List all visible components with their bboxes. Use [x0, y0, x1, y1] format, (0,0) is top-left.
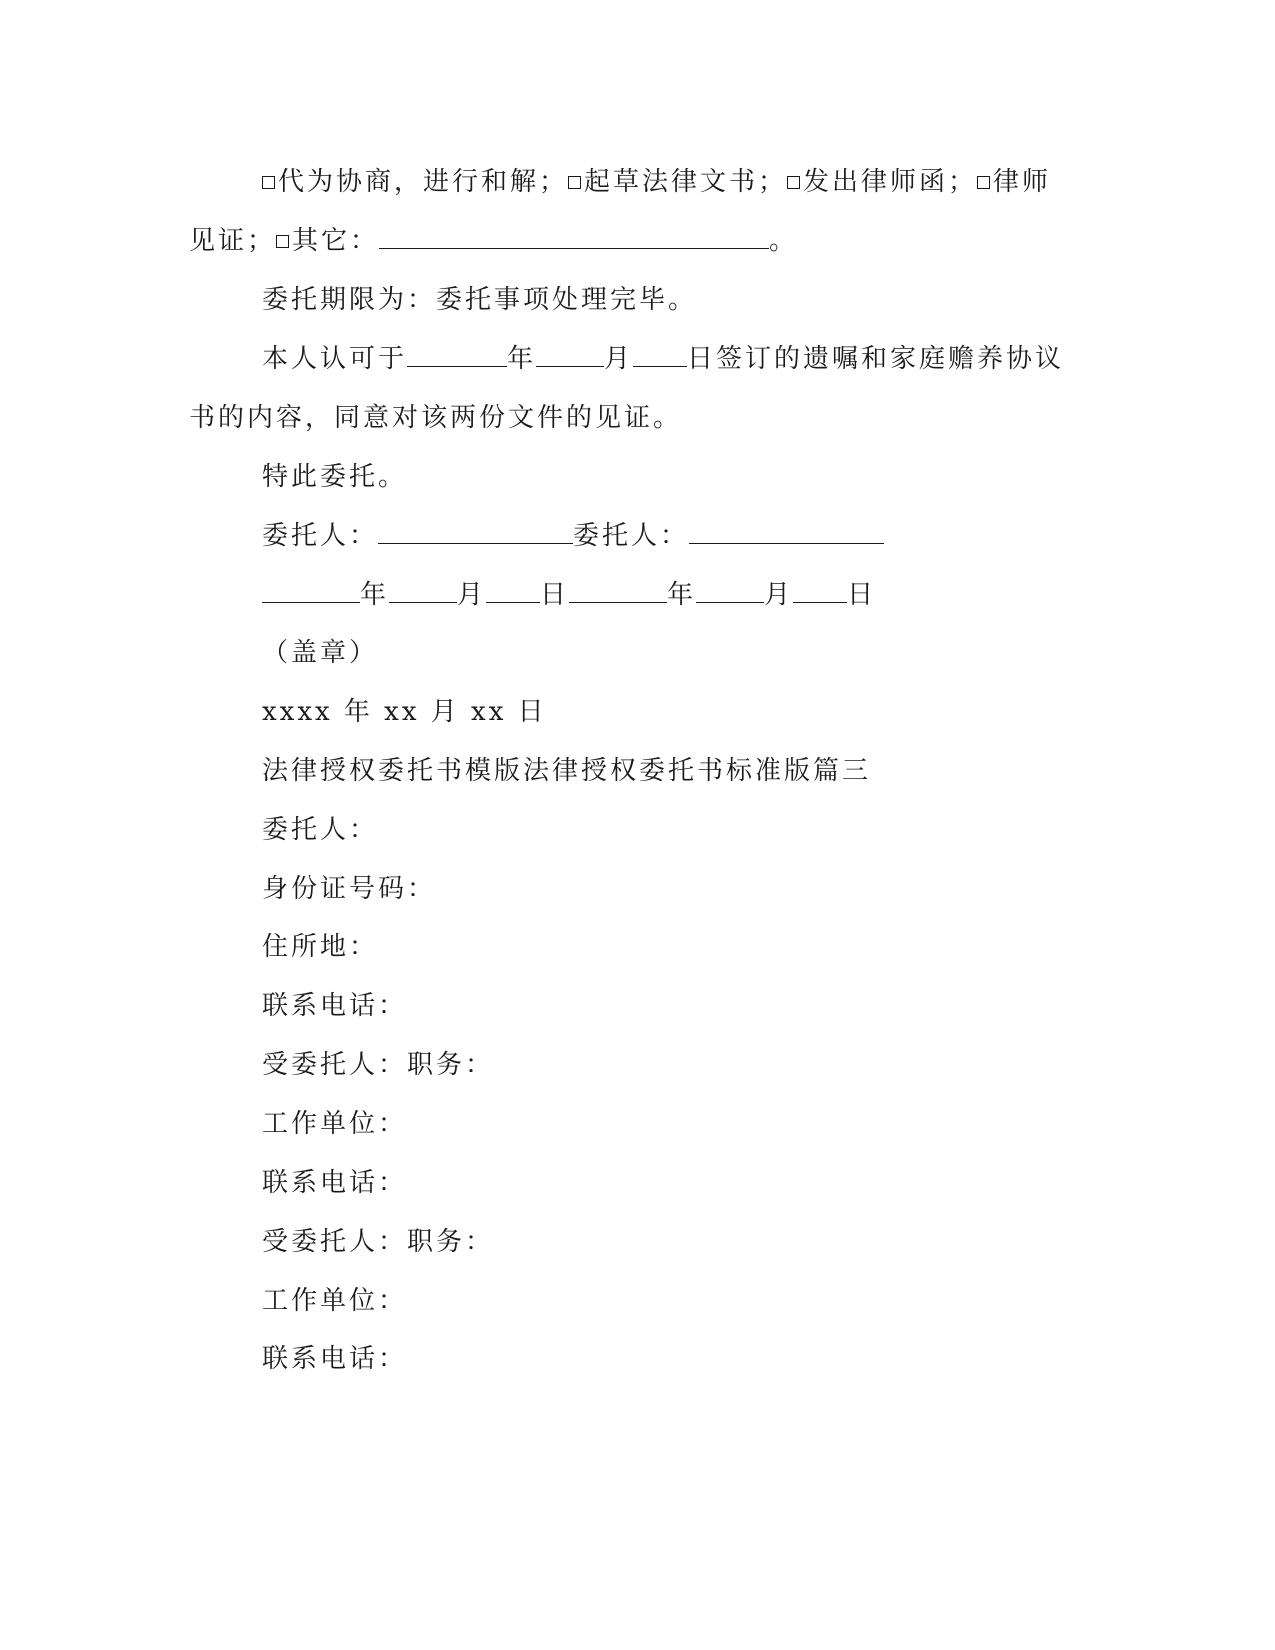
ack-year-label: 年	[507, 344, 537, 374]
option-lawyer-letter-label: 发出律师函；	[803, 167, 978, 197]
other-blank-field[interactable]	[379, 226, 769, 249]
sign-day-label-1: 日	[540, 580, 570, 610]
sign-day-label-2: 日	[847, 580, 877, 610]
option-lawyer-witness-label-part2: 见证；	[189, 226, 277, 256]
principal-signature-field-1[interactable]	[378, 521, 573, 544]
sign-year-blank-1[interactable]	[262, 580, 360, 603]
principal-signature-field-2[interactable]	[689, 521, 884, 544]
field-phone-3: 联系电话：	[262, 1344, 408, 1374]
field-address: 住所地：	[262, 932, 379, 962]
field-principal: 委托人：	[262, 815, 379, 845]
checkbox-lawyer-letter[interactable]	[787, 176, 800, 189]
field-agent-position-1: 受委托人：职务：	[262, 1050, 495, 1080]
sign-month-label-1: 月	[457, 580, 487, 610]
field-id-number: 身份证号码：	[262, 874, 437, 904]
option-negotiate-label: 代为协商，进行和解；	[278, 167, 569, 197]
seal-line: （盖章）	[262, 638, 379, 668]
checkbox-draft-documents[interactable]	[568, 176, 581, 189]
ack-month-blank[interactable]	[536, 344, 604, 367]
signature-line	[262, 520, 884, 552]
sign-year-label-1: 年	[360, 580, 390, 610]
acknowledge-continuation: 书的内容，同意对该两份文件的见证。	[189, 403, 683, 433]
ack-day-blank[interactable]	[633, 344, 687, 367]
checkbox-other[interactable]	[276, 235, 289, 248]
field-workplace-1: 工作单位：	[262, 1109, 408, 1139]
sign-month-label-2: 月	[764, 580, 794, 610]
option-other-label: 其它：	[292, 226, 380, 256]
sign-day-blank-1[interactable]	[486, 580, 540, 603]
signature-date-line	[262, 579, 876, 611]
acknowledge-prefix: 本人认可于	[262, 344, 408, 374]
field-agent-position-2: 受委托人：职务：	[262, 1227, 495, 1257]
option-lawyer-witness-label-part1: 律师	[993, 167, 1052, 197]
scope-options-line	[262, 166, 1051, 198]
section-title: 法律授权委托书模版法律授权委托书标准版篇三	[262, 756, 872, 786]
sign-year-blank-2[interactable]	[569, 580, 667, 603]
option-draft-documents-label: 起草法律文书；	[584, 167, 788, 197]
ack-month-label: 月	[604, 344, 634, 374]
sign-month-blank-1[interactable]	[389, 580, 457, 603]
scope-options-line-2	[189, 225, 798, 257]
closing-line: 特此委托。	[262, 462, 408, 492]
sign-day-blank-2[interactable]	[793, 580, 847, 603]
sign-year-label-2: 年	[667, 580, 697, 610]
field-workplace-2: 工作单位：	[262, 1286, 408, 1316]
field-phone-2: 联系电话：	[262, 1168, 408, 1198]
checkbox-lawyer-witness[interactable]	[977, 176, 990, 189]
principal-label-1: 委托人：	[262, 521, 379, 551]
checkbox-negotiate[interactable]	[262, 176, 275, 189]
acknowledge-line	[262, 343, 1064, 375]
ack-day-suffix: 日签订的遗嘱和家庭赡养协议	[687, 344, 1065, 374]
date-line: xxxx 年 xx 月 xx 日	[262, 697, 547, 727]
principal-label-2: 委托人：	[573, 521, 690, 551]
sign-month-blank-2[interactable]	[696, 580, 764, 603]
ack-year-blank[interactable]	[407, 344, 507, 367]
field-phone-1: 联系电话：	[262, 991, 408, 1021]
term-line: 委托期限为：委托事项处理完毕。	[262, 285, 698, 315]
end-mark: 。	[769, 226, 799, 256]
